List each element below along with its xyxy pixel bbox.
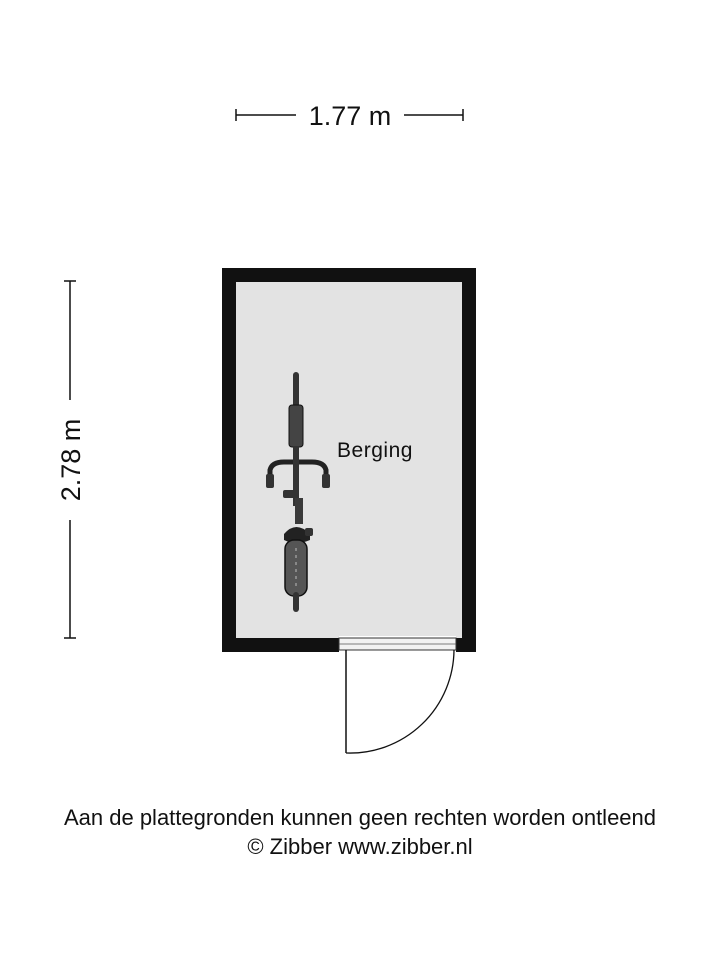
height-dimension (56, 281, 86, 638)
room-label: Berging (337, 439, 413, 462)
door-swing-icon (346, 650, 454, 753)
disclaimer-text: Aan de plattegronden kunnen geen rechten worden ontleend (63, 805, 657, 830)
width-dimension (236, 101, 463, 131)
width-label: 1.77 m (308, 101, 392, 131)
copyright-text: © Zibber www.zibber.nl (247, 834, 473, 859)
room-berging (222, 268, 476, 654)
height-label: 2.78 m (56, 418, 86, 502)
